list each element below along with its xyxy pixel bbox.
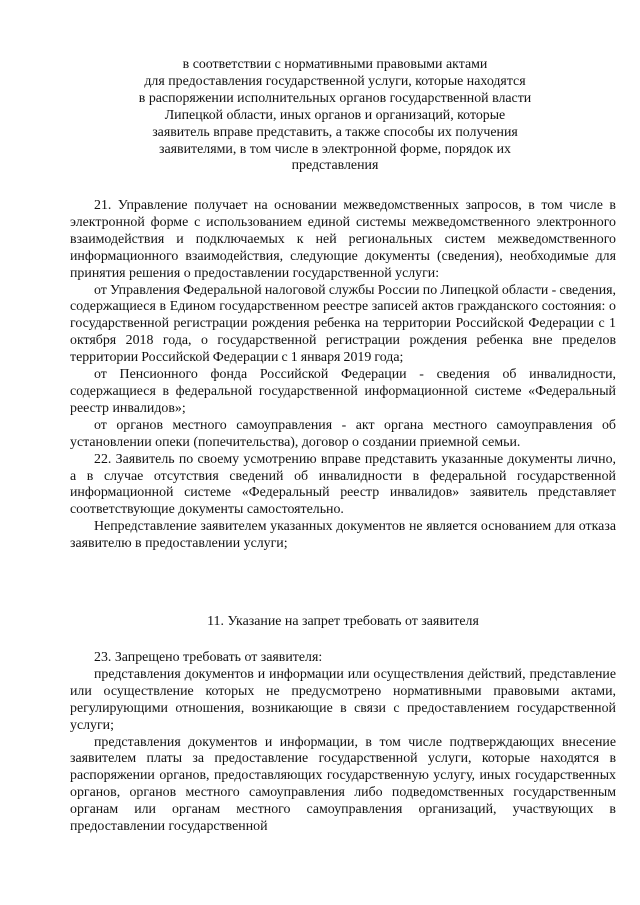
heading-line: Липецкой области, иных органов и организаций, которые [164, 107, 506, 123]
section-heading [70, 57, 600, 175]
paragraph-prohibition-2: представления документов и информации, в том числе подтверждающих внесение заявителем платы за предоставление государственной услуги, которые находятся в распоряжении органов, предоставляющих государственную услугу, иных государственных органов, органов местного самоуправления либо подведомственных государственным органам или органам местного самоуправления организаций, участвующих в предоставлении государственной [70, 734, 616, 835]
paragraph-21: 21. Управление получает на основании межведомственных запросов, в том числе в электронной форме с использованием единой системы межведомственного электронного взаимодействия и подключаемых к ней региональных систем межведомственного информационного взаимодействия, следующие документы (сведения), необходимые для принятия решения о предоставлении государственной услуги: [70, 198, 616, 281]
paragraph-23: 23. Запрещено требовать от заявителя: [94, 650, 323, 665]
heading-line: заявителями, в том числе в электронной форме, порядок их [159, 141, 511, 157]
paragraph-non-submission: Непредставление заявителем указанных документов не является основанием для отказа заявителю в предоставлении услуги; [70, 519, 616, 552]
paragraph-22: 22. Заявитель по своему усмотрению вправе представить указанные документы лично, а в случае отсутствия сведений об инвалидности в федеральной государственной информационной системе «Федеральный реестр инвалидов» заявитель представляет соответствующие документы самостоятельно. [70, 451, 616, 518]
heading-line: заявитель вправе представить, а также способы их получения [152, 124, 518, 140]
heading-line: в соответствии с нормативными правовыми актами [182, 57, 488, 72]
section-title: 11. Указание на запрет требовать от заявителя [207, 614, 479, 629]
heading-line: для предоставления государственной услуги, которые находятся [144, 73, 526, 89]
paragraph-pension-fund: от Пенсионного фонда Российской Федерации - сведения об инвалидности, содержащиеся в федеральной государственной информационной системе «Федеральный реестр инвалидов»; [70, 367, 616, 416]
heading-line: в распоряжении исполнительных органов государственной власти [138, 90, 532, 106]
body-text-block [70, 198, 616, 553]
body-text-block-2 [70, 650, 616, 836]
paragraph-tax-service: от Управления Федеральной налоговой службы России по Липецкой области - сведения, содержащиеся в Едином государственном реестре записей актов гражданского состояния: о государственной регистрации рождения ребенка на территории Российской Федерации с 1 октября 2018 года, о государственной регистрации рождения ребенка вне пределов территории Российской Федерации с 1 января 2019 года; [70, 282, 616, 366]
heading-line: представления [291, 158, 379, 174]
paragraph-prohibition-1: представления документов и информации или осуществления действий, представление или осуществление которых не предусмотрено нормативными правовыми актами, регулирующими отношения, возникающие в связи с предоставлением государственной услуги; [70, 666, 616, 733]
paragraph-local-government: от органов местного самоуправления - акт органа местного самоуправления об установлении опеки (попечительства), договор о создании приемной семьи. [70, 417, 616, 450]
